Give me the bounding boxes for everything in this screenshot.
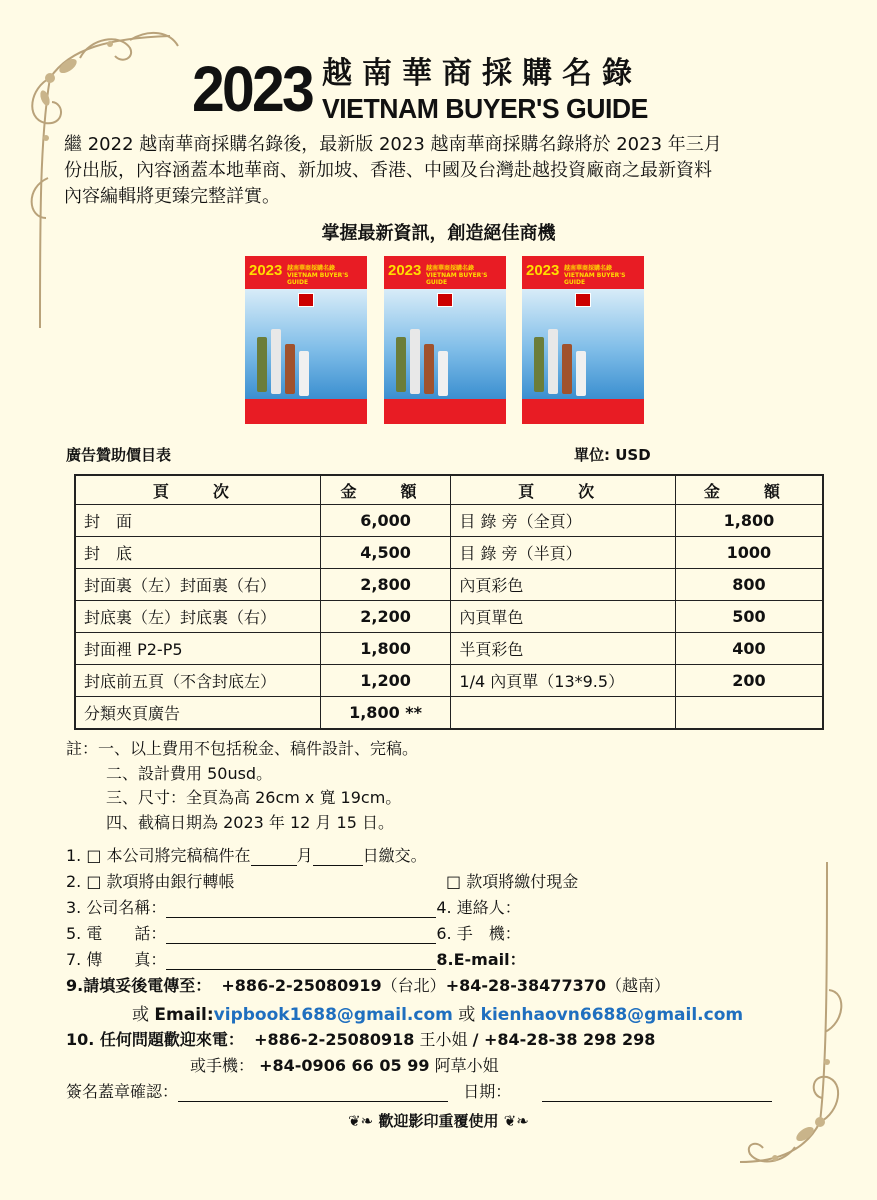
amount-cell: 800 (675, 569, 823, 601)
title-year: 2023 (192, 53, 312, 125)
amount-cell: 200 (675, 665, 823, 697)
fax-field[interactable] (166, 969, 436, 970)
email-link[interactable]: kienhaovn6688@gmail.com (480, 1005, 744, 1025)
date-field[interactable] (542, 1101, 772, 1102)
header-amount: 金 額 (320, 475, 451, 505)
form-row-payment (66, 869, 235, 892)
amount-cell: 6,000 (320, 505, 451, 537)
cover-zh: 越南華商採購名錄 (564, 265, 613, 272)
amount-cell: 4,500 (320, 537, 451, 569)
price-list-label: 廣告贊助價目表 (66, 446, 172, 464)
month-field[interactable] (251, 865, 297, 866)
signature-field[interactable] (178, 1101, 448, 1102)
form-row-contact: 10. 任何問題歡迎來電： +886-2-25080918 王小姐 / +84-28-38 298 298 (66, 1030, 656, 1049)
page-cell: 封底前五頁（不含封底左） (75, 665, 320, 697)
amount-cell: 500 (675, 601, 823, 633)
book-covers (245, 256, 645, 426)
ornament-right-icon: ❦❧ (503, 1112, 529, 1130)
amount-cell: 2,200 (320, 601, 451, 633)
intro-line: 內容編輯將更臻完整詳實。 (64, 186, 280, 207)
amount-cell: 1000 (675, 537, 823, 569)
note-line: 三、尺寸：全頁為高 26cm x 寬 19cm。 (106, 788, 402, 807)
note-line: 二、設計費用 50usd。 (106, 763, 273, 783)
title-block (192, 54, 712, 124)
page-cell: 封底裏（左）封底裏（右） (75, 601, 320, 633)
book-cover-image (384, 256, 506, 424)
table-row (75, 697, 823, 730)
page-cell: 半頁彩色 (451, 633, 675, 665)
logo-icon (437, 293, 453, 307)
footer (0, 1110, 877, 1131)
page-cell: 封 底 (75, 537, 320, 569)
form-row-mobile: 或手機： +84-0906 66 05 99 阿草小姐 (190, 1056, 499, 1075)
corner-ornament-bottom-right (735, 862, 875, 1182)
table-row (75, 665, 823, 697)
notes (66, 737, 418, 835)
intro-line: 份出版，內容涵蓋本地華商、新加坡、香港、中國及台灣赴越投資廠商之最新資料 (64, 160, 712, 181)
header-page: 頁 次 (451, 475, 675, 505)
intro-line: 繼 2022 越南華商採購名錄後，最新版 2023 越南華商採購名錄將於 2023 年三月 (64, 134, 722, 155)
cover-zh: 越南華商採購名錄 (287, 265, 336, 272)
form-row-deadline: 1. □ 本公司將完稿稿件在 月 日繳交。 (66, 846, 427, 865)
title-chinese: 越南華商採購名錄 (322, 56, 642, 91)
cover-year: 2023 (526, 262, 560, 279)
cash-payment-checkbox[interactable]: □ 款項將繳付現金 (446, 872, 579, 891)
slogan: 掌握最新資訊，創造絕佳商機 (321, 223, 556, 244)
cover-zh: 越南華商採購名錄 (426, 265, 475, 272)
currency-unit: 單位: USD (574, 446, 651, 464)
table-row (75, 505, 823, 537)
page-cell: 內頁彩色 (451, 569, 675, 601)
cover-en: VIETNAM BUYER'S GUIDE (426, 272, 488, 286)
table-row (75, 601, 823, 633)
header-amount: 金 額 (675, 475, 823, 505)
title-english: VIETNAM BUYER'S GUIDE (322, 93, 648, 124)
logo-icon (575, 293, 591, 307)
table-row (75, 633, 823, 665)
book-cover-image (522, 256, 644, 424)
note-line: 註：一、以上費用不包括稅金、稿件設計、完稿。 (66, 739, 419, 758)
page-cell: 分類夾頁廣告 (75, 697, 320, 730)
page-cell: 封 面 (75, 505, 320, 537)
table-row (75, 537, 823, 569)
day-field[interactable] (313, 865, 363, 866)
phone-field[interactable] (166, 943, 436, 944)
cover-year: 2023 (249, 262, 283, 279)
company-name-field[interactable] (166, 917, 436, 918)
amount-cell (675, 697, 823, 730)
intro-paragraph (64, 132, 834, 210)
price-table (74, 474, 824, 730)
amount-cell: 1,200 (320, 665, 451, 697)
footer-text: 歡迎影印重覆使用 (378, 1112, 499, 1130)
cover-year: 2023 (388, 262, 422, 279)
form-row-signature: 簽名蓋章確認： 日期： (66, 1079, 772, 1102)
book-cover-image (245, 256, 367, 424)
page-cell (451, 697, 675, 730)
form-row-fax-to: 9.請填妥後電傳至： +886-2-25080919（台北）+84-28-38477370（越南） (66, 976, 670, 995)
amount-cell: 2,800 (320, 569, 451, 601)
ornament-left-icon: ❦❧ (348, 1112, 374, 1130)
table-header-row (75, 475, 823, 505)
form-row-email: 或 Email:vipbook1688@gmail.com 或 kienhaovn6688@gmail.com (132, 1005, 744, 1025)
note-line: 四、截稿日期為 2023 年 12 月 15 日。 (106, 812, 394, 832)
page-cell: 目 錄 旁（半頁） (451, 537, 675, 569)
amount-cell: 1,800 ** (320, 697, 451, 730)
table-row (75, 569, 823, 601)
amount-cell: 1,800 (320, 633, 451, 665)
email-link[interactable]: vipbook1688@gmail.com (213, 1005, 453, 1025)
page-cell: 內頁單色 (451, 601, 675, 633)
page-cell: 1/4 內頁單（13*9.5） (451, 665, 675, 697)
page-cell: 封面裡 P2-P5 (75, 633, 320, 665)
header-page: 頁 次 (75, 475, 320, 505)
amount-cell: 400 (675, 633, 823, 665)
bank-transfer-checkbox[interactable]: 2. □ 款項將由銀行轉帳 (66, 872, 235, 891)
logo-icon (298, 293, 314, 307)
amount-cell: 1,800 (675, 505, 823, 537)
page-cell: 封面裏（左）封面裏（右） (75, 569, 320, 601)
cover-en: VIETNAM BUYER'S GUIDE (564, 272, 626, 286)
page-cell: 目 錄 旁（全頁） (451, 505, 675, 537)
cover-en: VIETNAM BUYER'S GUIDE (287, 272, 349, 286)
